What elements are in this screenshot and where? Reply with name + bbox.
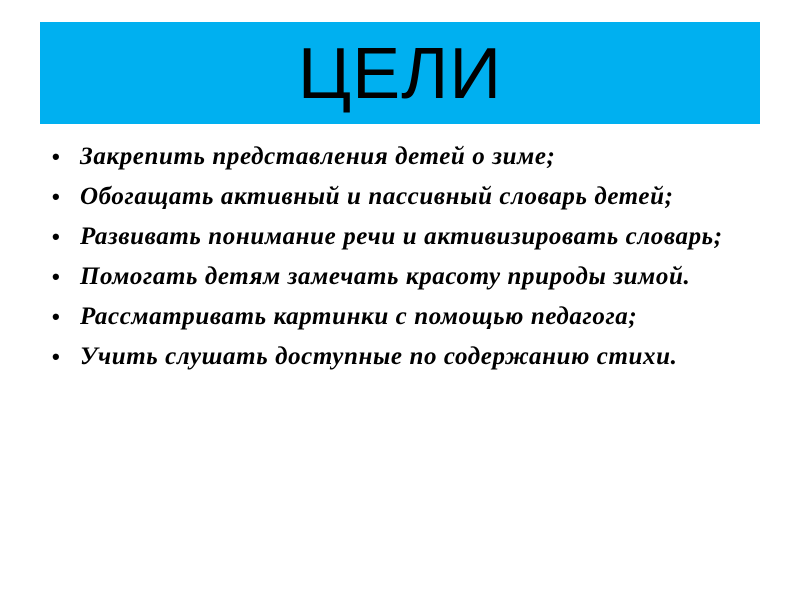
list-item [50,222,760,251]
list-item [50,262,760,291]
list-item-text: Рассматривать картинки с помощью педагога; [80,303,638,330]
bullet-icon: • [52,344,61,369]
list-item [50,142,760,171]
bullet-icon: • [52,264,61,289]
list-item-text: Помогать детям замечать красоту природы зимой. [80,263,691,290]
bullet-icon: • [52,144,61,169]
goals-list [50,142,760,382]
bullet-icon: • [52,184,61,209]
list-item [50,342,760,371]
list-item [50,182,760,211]
title-bar [40,22,760,124]
slide-title: ЦЕЛИ [297,34,503,114]
bullet-icon: • [52,224,61,249]
bullet-icon: • [52,304,61,329]
list-item-text: Учить слушать доступные по содержанию стихи. [80,343,678,370]
list-item-text: Развивать понимание речи и активизировать словарь; [80,223,723,250]
list-item-text: Обогащать активный и пассивный словарь детей; [80,183,674,210]
list-item [50,302,760,331]
list-item-text: Закрепить представления детей о зиме; [80,143,556,170]
